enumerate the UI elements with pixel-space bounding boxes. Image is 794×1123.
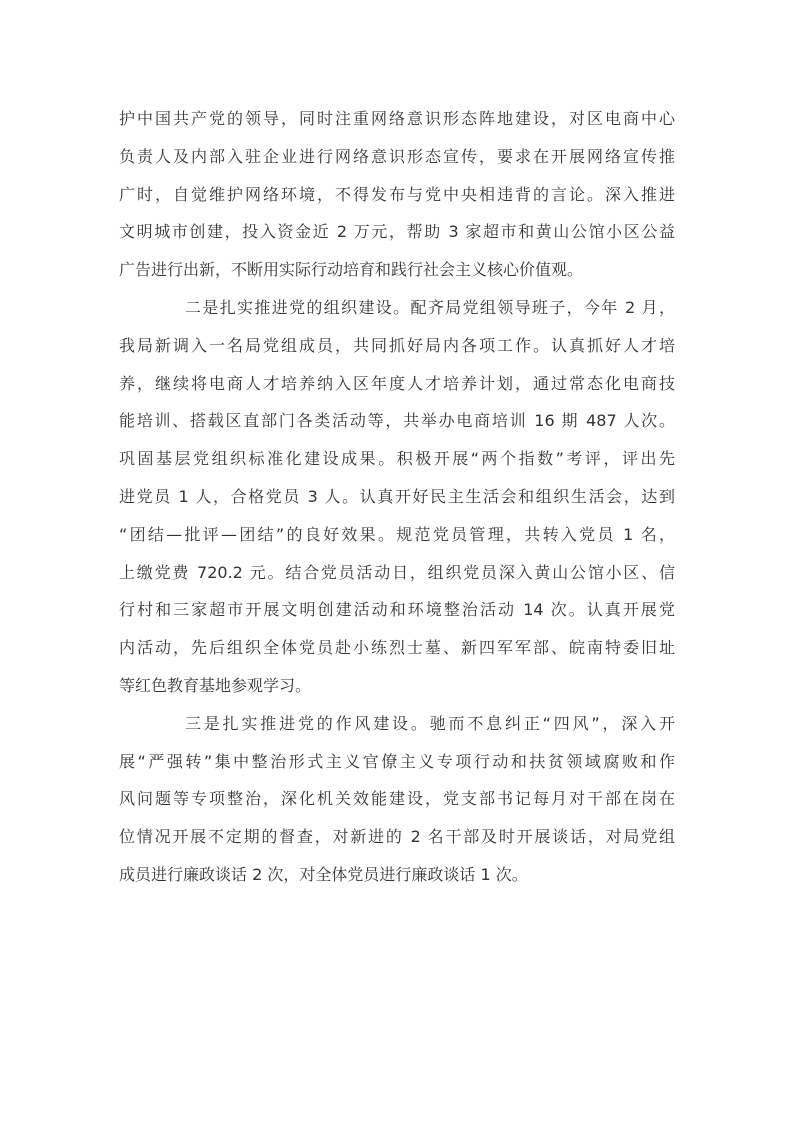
text-line: 广时，自觉维护网络环境，不得发布与党中央相违背的言论。深入推进 (119, 184, 675, 204)
text-line: 内活动，先后组织全体党员赴小练烈士墓、新四军军部、皖南特委旧址 (119, 638, 675, 658)
text-line: 风问题等专项整治，深化机关效能建设，党支部书记每月对干部在岗在 (119, 789, 675, 809)
text-line: 养，继续将电商人才培养纳入区年度人才培养计划，通过常态化电商技 (119, 373, 675, 393)
text-line: 三是扎实推进党的作风建设。驰而不息纠正“四风”，深入开 (185, 713, 675, 733)
text-line: 行村和三家超市开展文明创建活动和环境整治活动 14 次。认真开展党 (119, 600, 675, 620)
text-line: 能培训、搭载区直部门各类活动等，共举办电商培训 16 期 487 人次。 (119, 411, 675, 431)
text-line: 等红色教育基地参观学习。 (119, 675, 312, 695)
paragraph-1 (119, 100, 675, 289)
text-line: 巩固基层党组织标准化建设成果。积极开展“两个指数”考评，评出先 (119, 449, 675, 469)
text-line: “团结—批评—团结”的良好效果。规范党员管理，共转入党员 1 名， (119, 524, 675, 544)
paragraph-2 (119, 289, 675, 705)
text-line: 展“严强转”集中整治形式主义官僚主义专项行动和扶贫领域腐败和作 (119, 751, 675, 771)
text-line: 我局新调入一名局党组成员，共同抓好局内各项工作。认真抓好人才培 (119, 335, 675, 355)
text-line: 进党员 1 人，合格党员 3 人。认真开好民主生活会和组织生活会，达到 (119, 486, 675, 506)
document-body (119, 100, 675, 894)
text-line: 成员进行廉政谈话 2 次，对全体党员进行廉政谈话 1 次。 (119, 864, 528, 884)
text-line: 二是扎实推进党的组织建设。配齐局党组领导班子，今年 2 月， (185, 297, 675, 317)
text-line: 广告进行出新，不断用实际行动培育和践行社会主义核心价值观。 (119, 260, 584, 280)
text-line: 文明城市创建，投入资金近 2 万元，帮助 3 家超市和黄山公馆小区公益 (119, 222, 675, 242)
text-line: 位情况开展不定期的督查，对新进的 2 名干部及时开展谈话，对局党组 (119, 827, 675, 847)
text-line: 护中国共产党的领导，同时注重网络意识形态阵地建设，对区电商中心 (119, 109, 675, 128)
text-line: 上缴党费 720.2 元。结合党员活动日，组织党员深入黄山公馆小区、信 (119, 562, 675, 582)
paragraph-3 (119, 705, 675, 894)
text-line: 负责人及内部入驻企业进行网络意识形态宣传，要求在开展网络宣传推 (119, 146, 675, 166)
